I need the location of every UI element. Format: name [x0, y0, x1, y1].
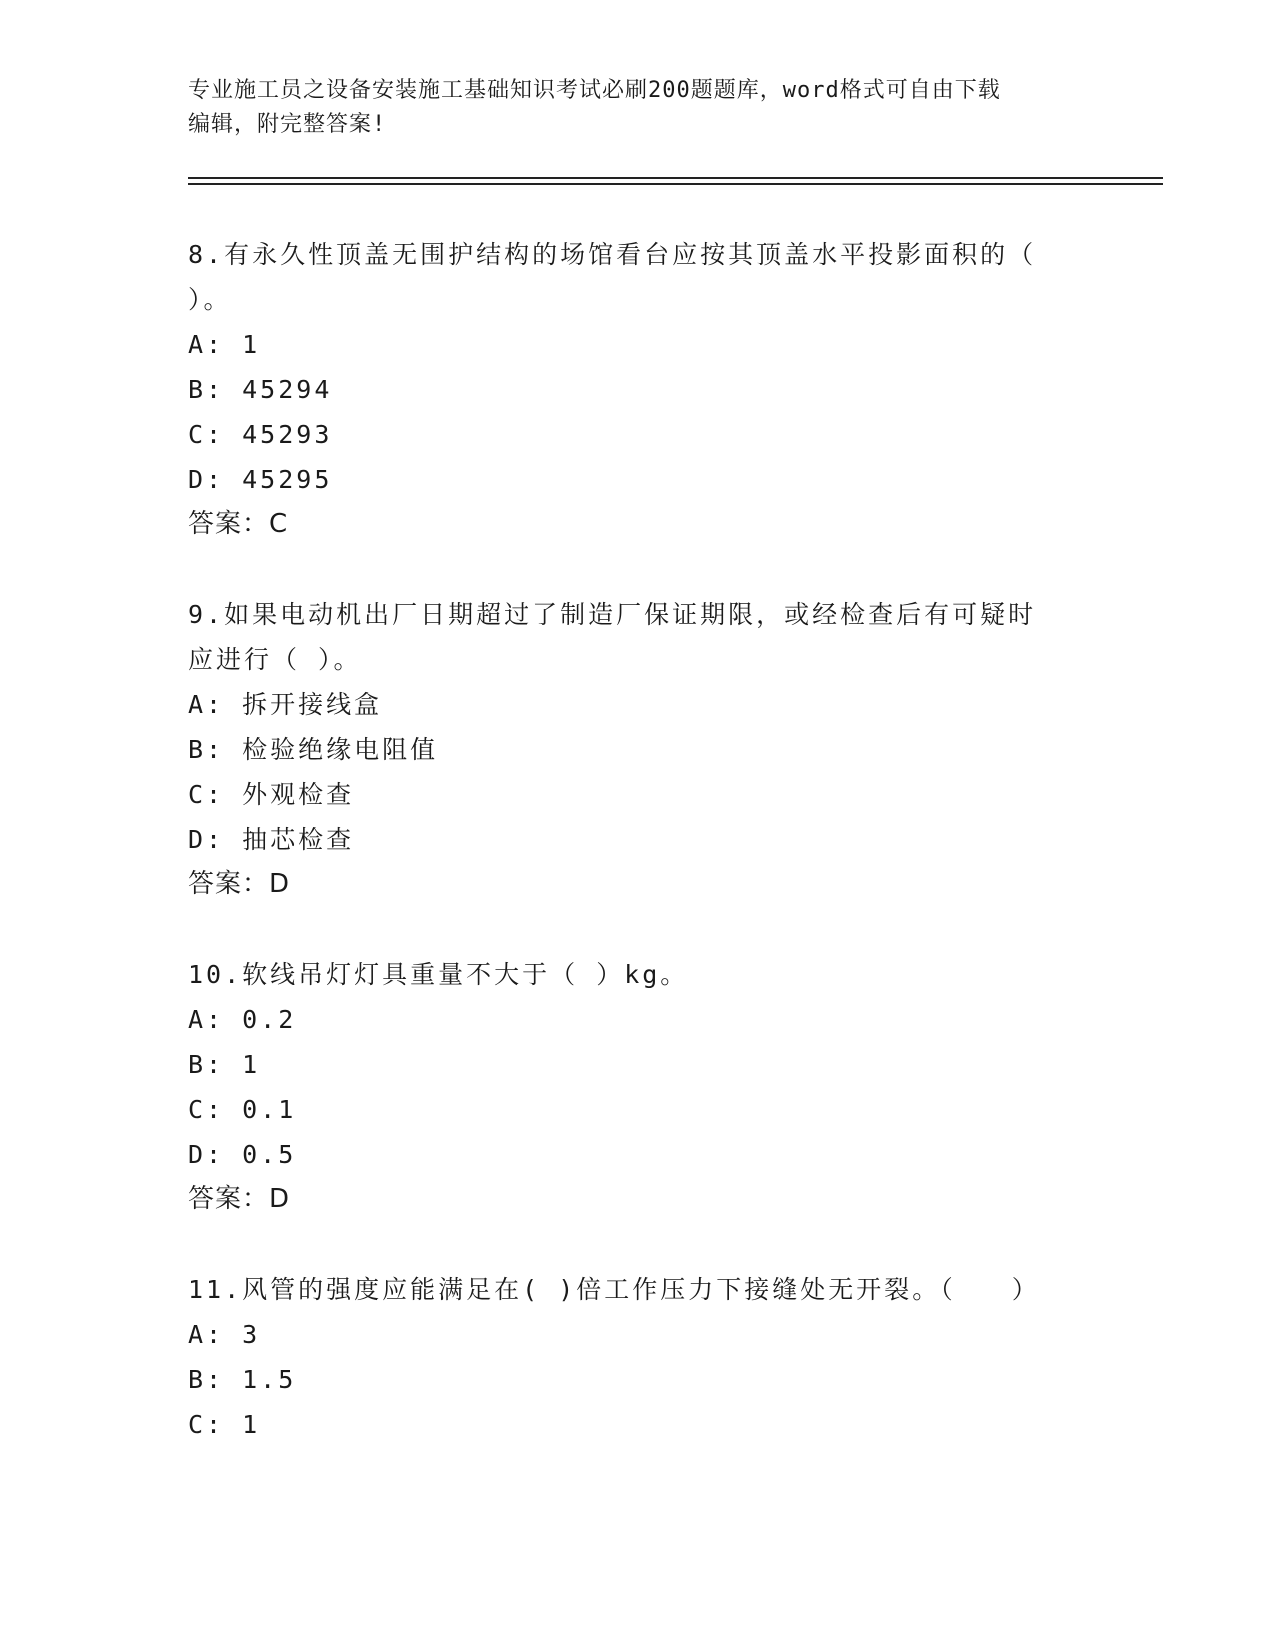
option-label: A:	[188, 1005, 225, 1034]
option-text: 1.5	[242, 1365, 297, 1394]
option-text: 1	[242, 1050, 261, 1079]
option-label: B:	[188, 1365, 225, 1394]
option-text: 0.5	[242, 1140, 297, 1169]
option-text: 外观检查	[242, 780, 355, 809]
question-stem-line: 应进行（ ）。	[188, 645, 362, 674]
option-text: 45295	[242, 465, 333, 494]
option-a	[188, 1312, 1068, 1357]
answer-line	[188, 1177, 1068, 1222]
question-stem	[188, 232, 1068, 322]
option-text: 检验绝缘电阻值	[242, 735, 439, 764]
header-title-line-2: 编辑，附完整答案!	[188, 112, 387, 137]
option-label: A:	[188, 690, 225, 719]
option-c	[188, 1402, 1068, 1447]
question-9	[188, 592, 1068, 907]
option-text: 1	[242, 1410, 261, 1439]
option-label: D:	[188, 1140, 225, 1169]
option-text: 45294	[242, 375, 333, 404]
option-label: B:	[188, 735, 225, 764]
question-stem-line: 8.有永久性顶盖无围护结构的场馆看台应按其顶盖水平投影面积的（	[188, 240, 1037, 269]
question-list	[188, 232, 1068, 1492]
option-text: 抽芯检查	[242, 825, 355, 854]
option-label: C:	[188, 780, 225, 809]
answer-label: 答案：	[188, 869, 270, 899]
option-c	[188, 772, 1068, 817]
option-label: D:	[188, 825, 225, 854]
option-label: D:	[188, 465, 225, 494]
document-header	[188, 74, 1088, 142]
option-text: 0.1	[242, 1095, 297, 1124]
question-stem-line: 10.软线吊灯灯具重量不大于（ ）kg。	[188, 960, 689, 989]
question-11	[188, 1267, 1068, 1447]
answer-label: 答案：	[188, 509, 270, 539]
header-divider-top	[188, 177, 1163, 179]
option-label: C:	[188, 420, 225, 449]
question-stem	[188, 592, 1068, 682]
question-stem-line: 11.风管的强度应能满足在( )倍工作压力下接缝处无开裂。（ ）	[188, 1275, 1040, 1304]
answer-line	[188, 502, 1068, 547]
answer-value: C	[269, 509, 288, 539]
answer-value: D	[269, 1184, 290, 1214]
option-label: C:	[188, 1095, 225, 1124]
option-text: 3	[242, 1320, 261, 1349]
answer-line	[188, 862, 1068, 907]
header-title-line-1: 专业施工员之设备安装施工基础知识考试必刷200题题库，word格式可自由下载	[188, 78, 1001, 103]
header-divider-bottom	[188, 183, 1163, 185]
option-label: B:	[188, 375, 225, 404]
option-d	[188, 457, 1068, 502]
option-b	[188, 367, 1068, 412]
option-a	[188, 682, 1068, 727]
option-a	[188, 997, 1068, 1042]
option-label: A:	[188, 330, 225, 359]
option-label: C:	[188, 1410, 225, 1439]
option-label: B:	[188, 1050, 225, 1079]
option-text: 45293	[242, 420, 333, 449]
option-c	[188, 412, 1068, 457]
question-8	[188, 232, 1068, 547]
question-10	[188, 952, 1068, 1222]
option-b	[188, 1042, 1068, 1087]
option-text: 拆开接线盒	[242, 690, 383, 719]
option-b	[188, 1357, 1068, 1402]
option-b	[188, 727, 1068, 772]
option-d	[188, 817, 1068, 862]
question-stem	[188, 952, 1068, 997]
option-text: 1	[242, 330, 261, 359]
question-stem-line: ）。	[188, 285, 232, 314]
option-text: 0.2	[242, 1005, 297, 1034]
option-a	[188, 322, 1068, 367]
option-d	[188, 1132, 1068, 1177]
question-stem-line: 9.如果电动机出厂日期超过了制造厂保证期限，或经检查后有可疑时	[188, 600, 1037, 629]
answer-value: D	[269, 869, 290, 899]
question-stem	[188, 1267, 1068, 1312]
option-c	[188, 1087, 1068, 1132]
option-label: A:	[188, 1320, 225, 1349]
answer-label: 答案：	[188, 1184, 270, 1214]
